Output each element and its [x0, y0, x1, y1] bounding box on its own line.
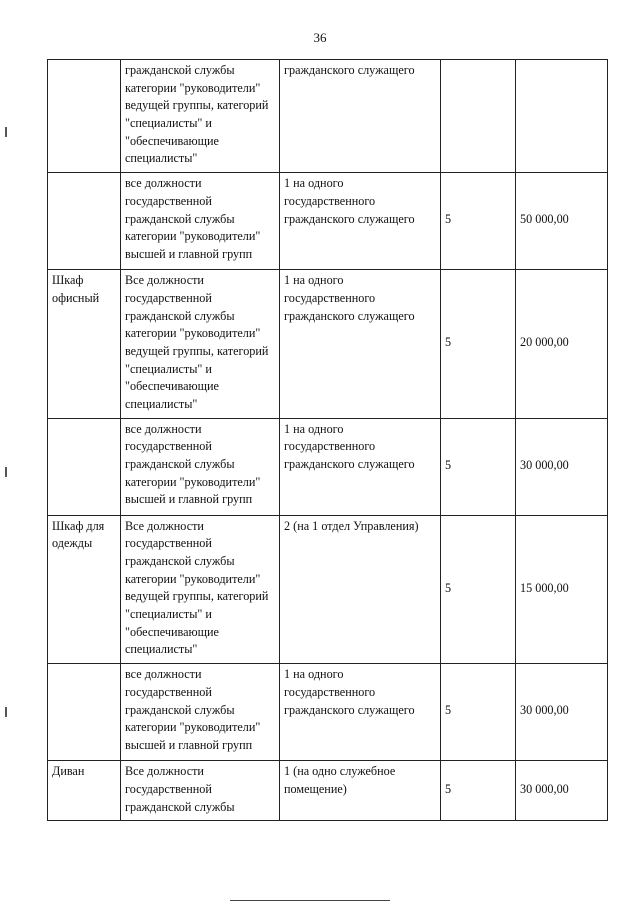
table-row: [48, 664, 608, 761]
margin-mark: [5, 467, 7, 477]
item-cell: [48, 418, 121, 515]
price-cell: 20 000,00: [516, 270, 608, 419]
position-cell: все должности государственной гражданской службы категории "руководители" высшей и главной групп: [121, 664, 280, 761]
table-row: [48, 761, 608, 821]
item-cell: [48, 664, 121, 761]
price-cell: 15 000,00: [516, 515, 608, 664]
table-row: [48, 270, 608, 419]
quantity-cell: 1 (на одно служебное помещение): [280, 761, 441, 821]
page-number: 36: [313, 30, 327, 45]
position-cell: Все должности государственной гражданской службы: [121, 761, 280, 821]
term-cell: [441, 60, 516, 173]
term-cell: 5: [441, 270, 516, 419]
furniture-norms-table: [47, 59, 608, 821]
quantity-cell: 1 на одного государственного гражданского служащего: [280, 270, 441, 419]
term-cell: 5: [441, 515, 516, 664]
margin-mark: [5, 707, 7, 717]
position-cell: Все должности государственной гражданской службы категории "руководители" ведущей группы, категорий "специалисты" и "обеспечивающие специалисты": [121, 270, 280, 419]
item-cell: Диван: [48, 761, 121, 821]
quantity-cell: гражданского служащего: [280, 60, 441, 173]
price-cell: 30 000,00: [516, 418, 608, 515]
table-row: [48, 515, 608, 664]
table-row: [48, 173, 608, 270]
bottom-rule: [230, 900, 390, 901]
price-cell: 30 000,00: [516, 761, 608, 821]
term-cell: 5: [441, 664, 516, 761]
position-cell: гражданской службы категории "руководители" ведущей группы, категорий "специалисты" и "обеспечивающие специалисты": [121, 60, 280, 173]
position-cell: все должности государственной гражданской службы категории "руководители" высшей и главной групп: [121, 173, 280, 270]
table-row: [48, 418, 608, 515]
item-cell: Шкаф для одежды: [48, 515, 121, 664]
table-row: [48, 60, 608, 173]
position-cell: Все должности государственной гражданской службы категории "руководители" ведущей группы, категорий "специалисты" и "обеспечивающие специалисты": [121, 515, 280, 664]
quantity-cell: 1 на одного государственного гражданского служащего: [280, 173, 441, 270]
item-cell: [48, 173, 121, 270]
item-cell: [48, 60, 121, 173]
quantity-cell: 1 на одного государственного гражданского служащего: [280, 664, 441, 761]
price-cell: 30 000,00: [516, 664, 608, 761]
quantity-cell: 2 (на 1 отдел Управления): [280, 515, 441, 664]
term-cell: 5: [441, 418, 516, 515]
term-cell: 5: [441, 173, 516, 270]
margin-mark: [5, 127, 7, 137]
price-cell: [516, 60, 608, 173]
position-cell: все должности государственной гражданской службы категории "руководители" высшей и главной групп: [121, 418, 280, 515]
quantity-cell: 1 на одного государственного гражданского служащего: [280, 418, 441, 515]
item-cell: Шкаф офисный: [48, 270, 121, 419]
term-cell: 5: [441, 761, 516, 821]
price-cell: 50 000,00: [516, 173, 608, 270]
